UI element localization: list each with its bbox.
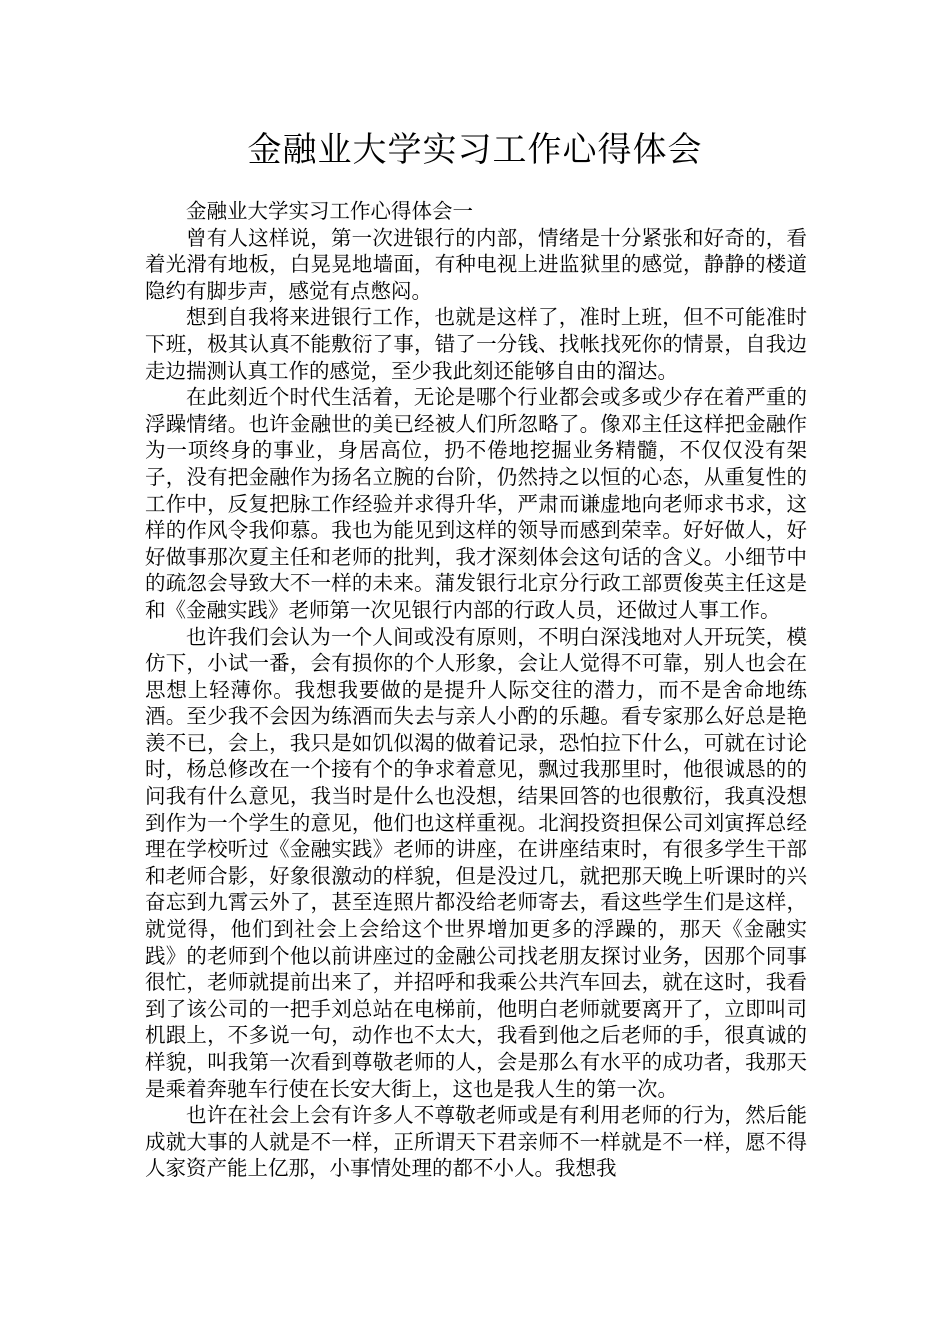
paragraph: 也许在社会上会有许多人不尊敬老师或是有利用老师的行为，然后能成就大事的人就是不一样，正所谓天下君亲师不一样就是不一样，愿不得人家资产能上亿那，小事情处理的都不小人。我想我: [145, 1103, 807, 1181]
paragraph: 想到自我将来进银行工作，也就是这样了，准时上班，但不可能准时下班，极其认真不能敷衍了事，错了一分钱、找帐找死你的情景，自我边走边揣测认真工作的感觉，至少我此刻还能够自由的溜达。: [145, 305, 807, 383]
paragraph: 也许我们会认为一个人间或没有原则，不明白深浅地对人开玩笑，模仿下，小试一番，会有损你的个人形象，会让人觉得不可靠，别人也会在思想上轻薄你。我想我要做的是提升人际交往的潜力，而不是舍命地练酒。至少我不会因为练酒而失去与亲人小酌的乐趣。看专家那么好总是艳羡不已，会上，我只是如饥似渴的做着记录，恐怕拉下什么，可就在讨论时，杨总修改在一个接有个的争求着意见，飘过我那里时，他很诚恳的的问我有什么意见，我当时是什么也没想，结果回答的也很敷衍，我真没想到作为一个学生的意见，他们也这样重视。北润投资担保公司刘寅挥总经理在学校听过《金融实践》老师的讲座，在讲座结束时，有很多学生干部和老师合影，好象很激动的样貌，但是没过几，就把那天晚上听课时的兴奋忘到九霄云外了，甚至连照片都没给老师寄去，看这些学生们是这样，就觉得，他们到社会上会给这个世界增加更多的浮躁的，那天《金融实践》的老师到个他以前讲座过的金融公司找老朋友探讨业务，因那个同事很忙，老师就提前出来了，并招呼和我乘公共汽车回去，就在这时，我看到了该公司的一把手刘总站在电梯前，他明白老师就要离开了，立即叫司机跟上，不多说一句，动作也不太大，我看到他之后老师的手，很真诚的样貌，叫我第一次看到尊敬老师的人，会是那么有水平的成功者，我那天是乘着奔驰车行使在长安大街上，这也是我人生的第一次。: [145, 624, 807, 1101]
paragraph: 在此刻近个时代生活着，无论是哪个行业都会或多或少存在着严重的浮躁情绪。也许金融世的美已经被人们所忽略了。像邓主任这样把金融作为一项终身的事业，身居高位，扔不倦地挖掘业务精髓，不仅仅没有架子，没有把金融作为扬名立腕的台阶，仍然持之以恒的心态，从重复性的工作中，反复把脉工作经验并求得升华，严肃而谦虚地向老师求书求，这样的作风令我仰慕。我也为能见到这样的领导而感到荣幸。好好做人，好好做事那次夏主任和老师的批判，我才深刻体会这句话的含义。小细节中的疏忽会导致大不一样的未来。蒲发银行北京分行政工部贾俊英主任这是和《金融实践》老师第一次见银行内部的行政人员，还做过人事工作。: [145, 385, 807, 622]
document-title: 金融业大学实习工作心得体会: [247, 130, 703, 170]
paragraph: 曾有人这样说，第一次进银行的内部，情绪是十分紧张和好奇的，看着光滑有地板，白晃晃地墙面，有种电视上进监狱里的感觉，静静的楼道隐约有脚步声，感觉有点憋闷。: [145, 225, 807, 303]
document-body: [145, 198, 807, 1182]
paragraph-subtitle: 金融业大学实习工作心得体会一: [186, 199, 473, 223]
